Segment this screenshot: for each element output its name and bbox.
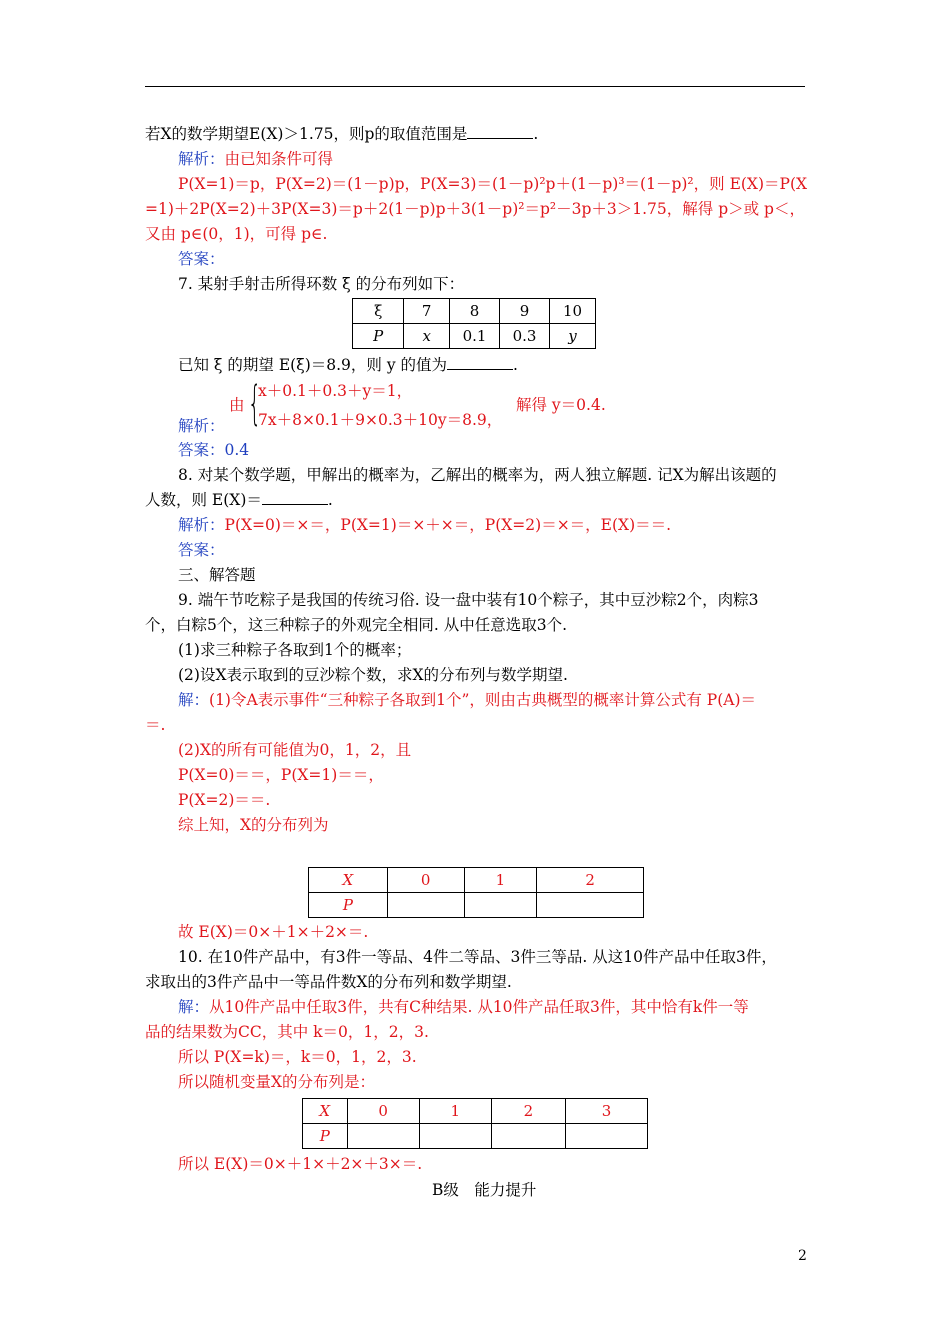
table-cell: 9 xyxy=(500,299,550,324)
q9-stem-1: 9. 端午节吃粽子是我国的传统习俗. 设一盘中装有10个粽子，其中豆沙粽2个，肉粽3 xyxy=(178,591,759,609)
q6-stem: 若X的数学期望E(X)＞1.75，则p的取值范围是 . xyxy=(145,125,539,143)
q10-solution-2: 品的结果数为CC，其中 k＝0，1，2，3. xyxy=(145,1023,429,1041)
q7-equation-1: x＋0.1＋0.3＋y＝1， xyxy=(258,382,413,400)
table-cell: P xyxy=(309,893,388,918)
table-cell: y xyxy=(550,324,596,349)
q7-analysis-label: 解析： xyxy=(178,417,225,435)
q7-you: 由 xyxy=(229,396,245,414)
table-cell: 10 xyxy=(550,299,596,324)
table-cell: 0.1 xyxy=(450,324,500,349)
table-cell: 0 xyxy=(347,1099,419,1124)
page-number: 2 xyxy=(798,1248,807,1264)
table-cell xyxy=(347,1124,419,1149)
table-cell: 0 xyxy=(387,868,464,893)
q7-stem: 7. 某射手射击所得环数 ξ 的分布列如下： xyxy=(178,275,465,293)
table-cell xyxy=(387,893,464,918)
table-cell xyxy=(464,893,537,918)
table-cell: x xyxy=(404,324,450,349)
q7-equation-2: 7x＋8×0.1＋9×0.3＋10y＝8.9， xyxy=(258,411,503,429)
q9-solution-4: P(X=2)＝＝. xyxy=(178,791,271,809)
q9-stem-2: 个，白粽5个，这三种粽子的外观完全相同. 从中任意选取3个. xyxy=(145,616,568,634)
q9-solution-5: 综上知，X的分布列为 xyxy=(178,816,329,834)
q6-answer: 答案： xyxy=(178,250,225,268)
q8-stem-1: 8. 对某个数学题，甲解出的概率为，乙解出的概率为，两人独立解题. 记X为解出该题的 xyxy=(178,466,777,484)
q10-solution-3: 所以 P(X=k)＝，k＝0，1，2，3. xyxy=(178,1048,417,1066)
q9-final: 故 E(X)＝0×＋1×＋2×＝. xyxy=(178,923,369,941)
q10-solution-4: 所以随机变量X的分布列是： xyxy=(178,1073,376,1091)
q10-stem-1: 10. 在10件产品中，有3件一等品、4件二等品、3件三等品. 从这10件产品中任取3件， xyxy=(178,948,777,966)
table-cell xyxy=(537,893,644,918)
table-cell: 1 xyxy=(419,1099,491,1124)
table-cell: 1 xyxy=(464,868,537,893)
level-heading: B级 能力提升 xyxy=(432,1181,537,1199)
q6-analysis-line3: 又由 p∈(0，1)，可得 p∈. xyxy=(145,225,328,243)
q9-part-1: (1)求三种粽子各取到1个的概率； xyxy=(178,641,412,659)
answer-blank[interactable] xyxy=(262,490,328,505)
q6-analysis-line2: =1)＋2P(X=2)＋3P(X=3)＝p＋2(1－p)p＋3(1－p)²＝p²－3p＋3＞1.75，解得 p＞或 p＜， xyxy=(145,200,805,218)
table-cell: 2 xyxy=(491,1099,565,1124)
table-cell: 8 xyxy=(450,299,500,324)
table-cell: X xyxy=(309,868,388,893)
table-cell: X xyxy=(303,1099,348,1124)
q8-answer: 答案： xyxy=(178,541,225,559)
table-cell: 0.3 xyxy=(500,324,550,349)
q8-analysis: 解析：P(X=0)＝×＝，P(X=1)＝×＋×＝，P(X=2)＝×＝，E(X)＝＝. xyxy=(178,516,672,534)
table-cell: 3 xyxy=(565,1099,647,1124)
q9-solution-3: P(X=0)＝＝，P(X=1)＝＝， xyxy=(178,766,384,784)
q8-stem-2: 人数，则 E(X)＝ . xyxy=(145,491,333,509)
table-cell: ξ xyxy=(353,299,404,324)
q10-stem-2: 求取出的3件产品中一等品件数X的分布列和数学期望. xyxy=(145,973,512,991)
header-rule xyxy=(145,86,805,87)
q7-solve: 解得 y＝0.4. xyxy=(516,396,606,414)
table-cell: P xyxy=(353,324,404,349)
q10-solution-1: 解：从10件产品中任取3件，共有C种结果. 从10件产品任取3件，其中恰有k件一等 xyxy=(178,998,749,1016)
table-cell xyxy=(491,1124,565,1149)
q9-distribution-table xyxy=(308,867,644,918)
table-cell: 2 xyxy=(537,868,644,893)
q9-part-2: (2)设X表示取到的豆沙粽个数，求X的分布列与数学期望. xyxy=(178,666,568,684)
q9-solution-1: 解：(1)令A表示事件“三种粽子各取到1个”，则由古典概型的概率计算公式有 P(A)＝ xyxy=(178,691,757,709)
q9-solution-1b: ＝. xyxy=(145,716,166,734)
q6-analysis-line1: P(X=1)＝p，P(X=2)＝(1－p)p，P(X=3)＝(1－p)²p＋(1－p)³＝(1－p)²，则 E(X)＝P(X xyxy=(178,175,808,193)
q10-distribution-table xyxy=(302,1098,648,1149)
q7-given: 已知 ξ 的期望 E(ξ)＝8.9，则 y 的值为 . xyxy=(178,356,518,374)
q9-solution-2: (2)X的所有可能值为0，1，2，且 xyxy=(178,741,412,759)
section-title: 三、解答题 xyxy=(178,566,256,584)
table-cell xyxy=(565,1124,647,1149)
answer-blank[interactable] xyxy=(467,124,533,139)
table-cell: P xyxy=(303,1124,348,1149)
q7-distribution-table xyxy=(352,298,596,349)
answer-blank[interactable] xyxy=(447,355,513,370)
table-cell: 7 xyxy=(404,299,450,324)
q7-answer: 答案：0.4 xyxy=(178,441,250,459)
system-brace: { xyxy=(248,376,262,430)
q6-analysis: 解析：由已知条件可得 xyxy=(178,150,334,168)
table-cell xyxy=(419,1124,491,1149)
q10-final: 所以 E(X)＝0×＋1×＋2×＋3×＝. xyxy=(178,1155,423,1173)
